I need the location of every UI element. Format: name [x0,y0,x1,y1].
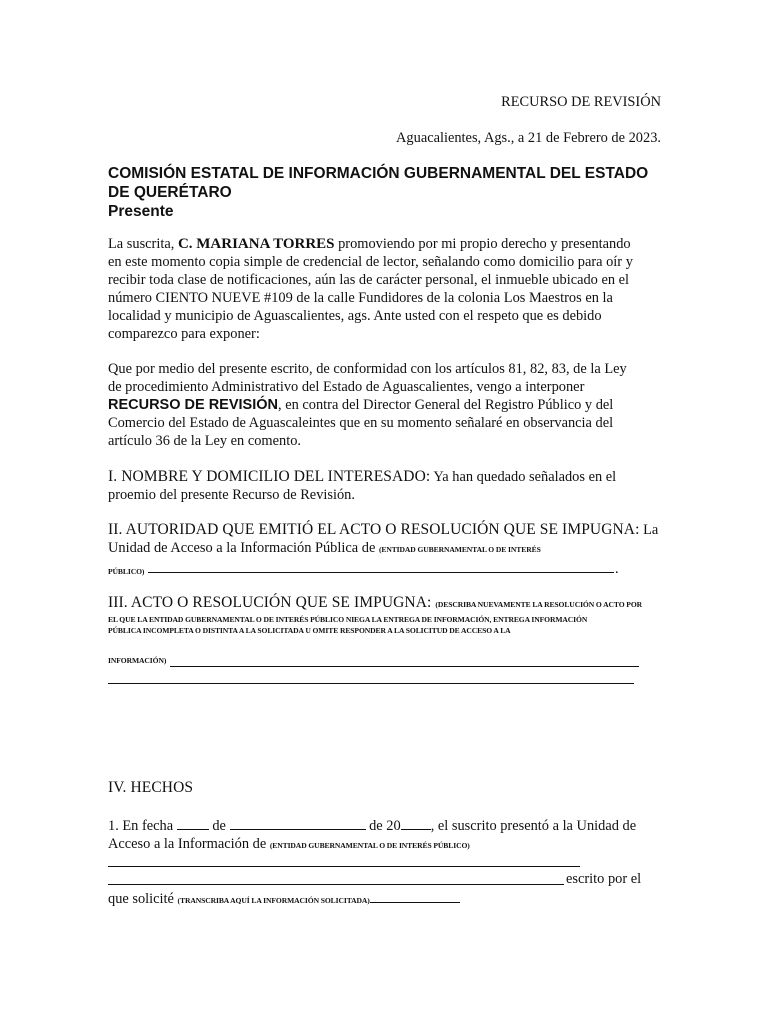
motion-bold-title: RECURSO DE REVISIÓN [108,397,278,413]
section-3 [108,594,668,636]
intro-line-3: recibir toda clase de notificaciones, aún las de carácter personal, el inmueble ubicado en el [108,272,630,288]
fact-1-blank-line-2[interactable] [108,884,564,885]
section-1-line-2: proemio del presente Recurso de Revisión. [108,487,355,503]
section-2-line-2 [108,539,668,559]
fact-1-line-4-end: escrito por el [566,871,642,887]
addressee-line-1: COMISIÓN ESTATAL DE INFORMACIÓN GUBERNAMENTAL DEL ESTADO [108,165,649,182]
addressee-line-3: Presente [108,203,174,220]
section-1-heading: I. NOMBRE Y DOMICILIO DEL INTERESADO: [108,468,431,485]
fact-1-de-1: de [208,818,230,834]
fact-1-line-5 [108,888,460,910]
fact-1-rest: , el suscrito presentó a la Unidad de [430,818,637,834]
section-1 [108,468,668,504]
motion-line-5: artículo 36 de la Ley en comento. [108,433,302,449]
fact-1-line-2: Acceso a la Información de [108,836,270,852]
section-4-line-2 [108,835,668,855]
section-2-line-1 [108,521,668,539]
motion-line-4: Comercio del Estado de Aguascaleintes que en su momento señalaré en observancia del [108,415,614,431]
intro-line-1-rest: promoviendo por mi propio derecho y presentando [334,236,631,252]
motion-line-1: Que por medio del presente escrito, de conformidad con los artículos 81, 82, 83, de la Ley [108,361,627,377]
intro-line-6: comparezco para exponer: [108,326,260,342]
section-3-note-4: INFORMACIÓN) [108,656,167,665]
fact-1-month-blank[interactable] [230,815,366,830]
fact-1-year-blank[interactable] [401,815,431,830]
addressee-line-2: DE QUERÉTARO [108,184,232,201]
intro-line-5: localidad y municipio de Aguascalientes, ags. Ante usted con el respeto que es debido [108,308,602,324]
fact-1-blank-line-1[interactable] [108,866,580,867]
section-3-line-1 [108,594,668,614]
fact-1-prefix: 1. En fecha [108,818,177,834]
section-2-end: . [615,561,619,577]
section-2-note-b: PÚBLICO) [108,567,145,576]
section-3-blank-line-1[interactable] [170,666,639,667]
addressee-block [108,164,648,221]
place-and-date: Aguacalientes, Ags., a 21 de Febrero de 2023. [396,130,661,146]
fact-1-note-2: (TRANSCRIBA AQUÍ LA INFORMACIÓN SOLICITADA) [177,896,370,905]
intro-line-4: número CIENTO NUEVE #109 de la calle Fundidores de la colonia Los Maestros en la [108,290,613,306]
section-4-heading: IV. HECHOS [108,779,194,796]
fact-1-request-blank[interactable] [370,888,460,903]
section-2-heading: II. AUTORIDAD QUE EMITIÓ EL ACTO O RESOLUCIÓN QUE SE IMPUGNA: [108,521,640,538]
fact-1-line-5-text: que solicité [108,891,178,907]
fact-1-note: (ENTIDAD GUBERNAMENTAL O DE INTERÉS PÚBLICO) [269,841,470,850]
section-2-blank-line[interactable] [148,572,614,573]
section-4-line-1 [108,815,668,835]
section-1-text: Ya han quedado señalados en el [430,469,617,485]
section-4-paragraph-1 [108,815,668,855]
intro-prefix: La suscrita, [108,236,178,252]
section-2 [108,521,668,559]
intro-line-1 [108,235,668,253]
motion-paragraph [108,360,668,450]
section-3-note-3: PÚBLICA INCOMPLETA O DISTINTA A LA SOLICITADA U OMITE RESPONDER A LA SOLICITUD DE ACCESO A LA [108,626,511,635]
section-3-note-1: (DESCRIBA NUEVAMENTE LA RESOLUCIÓN O ACTO POR [435,600,643,609]
applicant-name: C. MARIANA TORRES [177,236,335,252]
fact-1-de-2: de 20 [365,818,401,834]
motion-line-2: de procedimiento Administrativo del Estado de Aguascalientes, vengo a interponer [108,379,585,395]
intro-paragraph [108,235,668,343]
section-1-line-1 [108,468,668,486]
document-type: RECURSO DE REVISIÓN [501,94,661,110]
section-2-note-a: (ENTIDAD GUBERNAMENTAL O DE INTERÉS [378,545,541,554]
section-3-note-2: EL QUE LA ENTIDAD GUBERNAMENTAL O DE INTERÉS PÚBLICO NIEGA LA ENTREGA DE INFORMACIÓN, ENTREGA INFORMACIÓN [108,615,588,624]
section-2-line-2-text: Unidad de Acceso a la Información Pública de [108,540,379,556]
fact-1-day-blank[interactable] [177,815,209,830]
motion-line-3 [108,396,668,414]
section-3-heading: III. ACTO O RESOLUCIÓN QUE SE IMPUGNA: [108,594,432,611]
section-3-blank-line-2[interactable] [108,683,634,684]
motion-line-3-rest: , en contra del Director General del Registro Público y del [278,397,614,413]
intro-line-2: en este momento copia simple de credencial de lector, señalando como domicilio para oír y [108,254,633,270]
section-2-text: La [639,522,659,538]
